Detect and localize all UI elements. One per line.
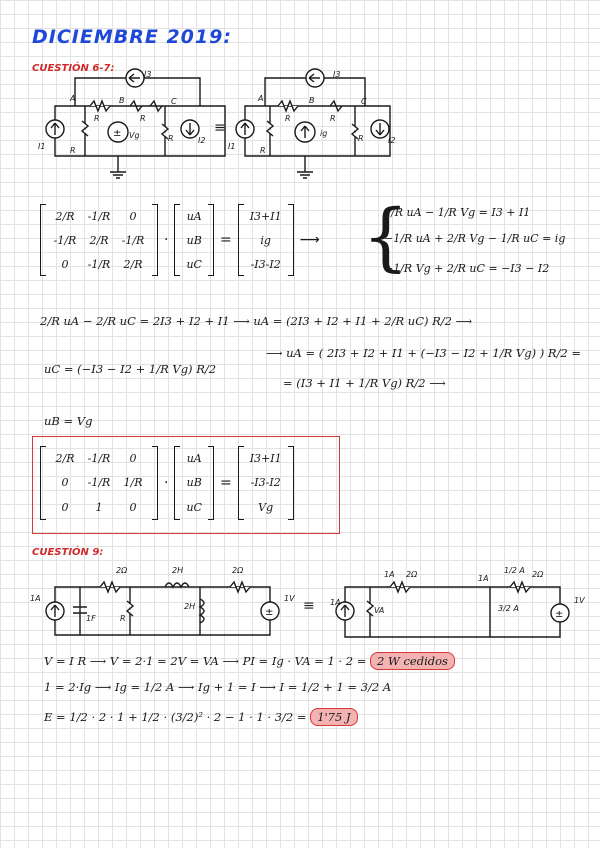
label-R1-left: R	[94, 114, 100, 123]
vector-cell: uC	[186, 501, 202, 515]
vector-cell: I3+I1	[249, 209, 282, 223]
computation-text: E = 1/2 · 2 · 1 + 1/2 · (3/2)² · 2 − 1 · 1 · 3/2 =	[44, 710, 311, 724]
label-I2-right: I2	[388, 136, 396, 145]
equivalence-sign-2: ≡	[303, 598, 315, 614]
matrix-cell: -1/R	[53, 233, 77, 247]
matrix-cell: 2/R	[55, 451, 75, 465]
label-ig-right: ig	[320, 129, 328, 138]
label-1V-left: 1V	[284, 594, 295, 603]
label-VA: VA	[374, 606, 385, 615]
label-R2-right: R	[330, 114, 336, 123]
matrix-cell: -1/R	[87, 476, 111, 490]
vector-cell: -I3-I2	[250, 257, 281, 271]
label-2ohm-r1: 2Ω	[406, 570, 418, 579]
label-A-right: A	[258, 94, 264, 103]
matrix-system-1	[40, 204, 326, 276]
system-brace: {	[362, 194, 410, 280]
svg-text:±: ±	[265, 607, 274, 618]
unknowns-vector-1	[174, 204, 214, 276]
label-I1-left: I1	[38, 142, 46, 151]
label-R3-left: R	[70, 146, 76, 155]
computation-text: V = I R ⟶ V = 2·1 = 2V = VA ⟶ PI = Ig · VA = 1 · 2 =	[44, 654, 371, 668]
label-1V-right: 1V	[574, 596, 585, 605]
matrix-cell: 2/R	[123, 257, 143, 271]
rhs-vector-2	[238, 446, 294, 520]
label-1A-top-right: 1A	[384, 570, 395, 579]
vector-cell: uB	[186, 476, 202, 490]
coefficient-matrix-2	[40, 446, 158, 520]
label-I2-left: I2	[198, 136, 206, 145]
matrix-cell: 0	[61, 257, 69, 271]
label-Vg-left: Vg	[129, 131, 140, 140]
label-3half-A: 3/2 A	[498, 604, 519, 613]
derivation-line-4: = (I3 + I1 + 1/R Vg) R/2 ⟶	[283, 376, 446, 390]
matrix-cell: 2/R	[55, 209, 75, 223]
label-R1-right: R	[285, 114, 291, 123]
label-B-left: B	[119, 96, 125, 105]
unknowns-vector-2	[174, 446, 214, 520]
label-I1-right: I1	[228, 142, 236, 151]
computation-line-1	[44, 654, 455, 668]
vector-cell: uA	[186, 451, 202, 465]
matrix-cell: 0	[129, 501, 137, 515]
result-badge-energy: 1'75 J	[310, 708, 357, 726]
label-R-sec2: R	[120, 614, 126, 623]
label-I3-right: I3	[333, 70, 341, 79]
label-R2-left: R	[140, 114, 146, 123]
matrix-cell: 0	[129, 209, 137, 223]
matrix-cell: -1/R	[121, 233, 145, 247]
matrix-cell: -1/R	[87, 451, 111, 465]
label-1A-mid: 1A	[478, 574, 489, 583]
matrix-cell: 2/R	[89, 233, 109, 247]
label-C-right: C	[361, 97, 367, 106]
matrix-cell: 1	[95, 501, 103, 515]
label-I3-left: I3	[144, 70, 152, 79]
section-heading-9: CUESTIÓN 9:	[32, 547, 104, 558]
rhs-vector-1	[238, 204, 294, 276]
equivalence-sign-1: ≡	[214, 120, 226, 136]
vector-cell: Vg	[258, 501, 274, 515]
matrix-cell: -1/R	[87, 209, 111, 223]
matrix-cell: 0	[61, 501, 69, 515]
label-2H-top: 2H	[172, 566, 184, 575]
vector-cell: -I3-I2	[250, 476, 281, 490]
svg-text:±: ±	[555, 609, 564, 620]
label-A-left: A	[70, 94, 76, 103]
equals-operator: =	[219, 232, 232, 248]
coefficient-matrix-1	[40, 204, 158, 276]
label-2ohm-r2: 2Ω	[532, 570, 544, 579]
vector-cell: uC	[186, 257, 202, 271]
label-half-A: 1/2 A	[504, 566, 525, 575]
derivation-line-3: ⟶ uA = ( 2I3 + I2 + I1 + (−I3 − I2 + 1/R Vg) ) R/2 =	[266, 346, 582, 360]
vector-cell: uA	[186, 209, 202, 223]
derivation-line-5: uB = Vg	[44, 414, 93, 428]
label-R3-right: R	[260, 146, 266, 155]
derivation-line-2: uC = (−I3 − I2 + 1/R Vg) R/2	[44, 362, 217, 376]
label-1F: 1F	[86, 614, 96, 623]
matrix-system-2	[40, 446, 294, 520]
label-2H-side: 2H	[184, 602, 196, 611]
system-equation-1: 2/R uA − 1/R Vg = I3 + I1	[384, 206, 531, 219]
system-equation-2: −1/R uA + 2/R Vg − 1/R uC = ig	[384, 232, 566, 245]
matrix-cell: 0	[61, 476, 69, 490]
label-R4-right: R	[358, 134, 364, 143]
matrix-cell: -1/R	[87, 257, 111, 271]
result-badge-power: 2 W cedidos	[370, 652, 455, 670]
label-2ohm-2: 2Ω	[232, 566, 244, 575]
matrix-cell: 1/R	[123, 476, 143, 490]
matrix-cell: 0	[129, 451, 137, 465]
dot-operator: ·	[164, 475, 169, 491]
system-equation-3: −1/R Vg + 2/R uC = −I3 − I2	[384, 262, 550, 275]
label-1A-right: 1A	[330, 598, 341, 607]
dot-operator: ·	[164, 232, 169, 248]
implies-arrow: ⟶	[299, 232, 320, 248]
equals-operator: =	[219, 475, 232, 491]
computation-line-2: 1 = 2·Ig ⟶ Ig = 1/2 A ⟶ Ig + 1 = I ⟶ I = 1/2 + 1 = 3/2 A	[44, 680, 392, 694]
vector-cell: ig	[260, 233, 271, 247]
section-heading-6-7: CUESTIÓN 6-7:	[32, 63, 115, 74]
label-B-right: B	[309, 96, 315, 105]
label-2ohm-1: 2Ω	[116, 566, 128, 575]
computation-line-3	[44, 710, 358, 724]
svg-text:±: ±	[113, 128, 122, 139]
vector-cell: I3+I1	[249, 451, 282, 465]
label-1A-left: 1A	[30, 594, 41, 603]
vector-cell: uB	[186, 233, 202, 247]
label-R4-left: R	[168, 134, 174, 143]
derivation-line-1: 2/R uA − 2/R uC = 2I3 + I2 + I1 ⟶ uA = (2I3 + I2 + I1 + 2/R uC) R/2 ⟶	[40, 314, 473, 328]
label-C-left: C	[171, 97, 177, 106]
page-title: DICIEMBRE 2019:	[32, 26, 232, 48]
